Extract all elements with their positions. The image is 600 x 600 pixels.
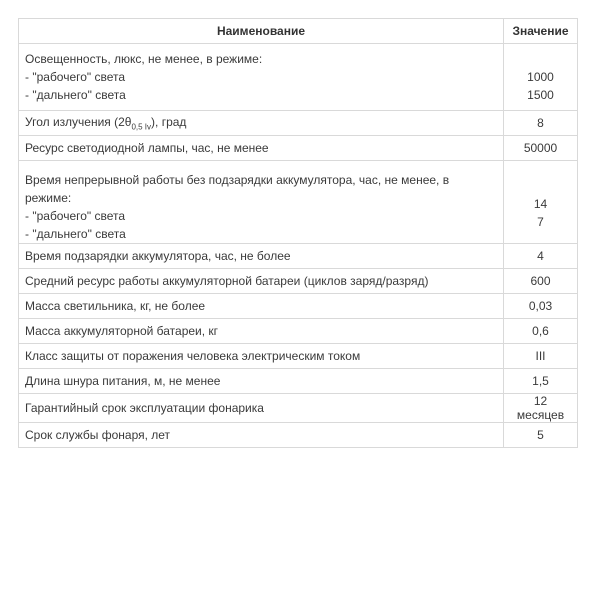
protection-class-name: Класс защиты от поражения человека электрическим током <box>19 344 504 369</box>
table-row <box>19 161 578 244</box>
table-row <box>19 294 578 319</box>
specifications-table <box>18 18 578 448</box>
table-row <box>19 344 578 369</box>
beam-angle-suffix: ), град <box>151 114 187 129</box>
beam-angle-prefix: Угол излучения (2θ <box>25 114 132 129</box>
illuminance-title: Освещенность, люкс, не менее, в режиме: <box>25 52 263 66</box>
runtime-far: - "дальнего" света <box>25 227 126 241</box>
header-value: Значение <box>504 19 578 44</box>
table-row <box>19 269 578 294</box>
table-row <box>19 111 578 136</box>
table-row <box>19 394 578 423</box>
warranty-name: Гарантийный срок эксплуатации фонарика <box>19 394 504 423</box>
cord-length-name: Длина шнура питания, м, не менее <box>19 369 504 394</box>
runtime-working: - "рабочего" света <box>25 209 126 223</box>
battery-cycles-name: Средний ресурс работы аккумуляторной батареи (циклов заряд/разряд) <box>19 269 504 294</box>
illuminance-working-value: 1000 <box>527 70 554 84</box>
spec-table-container <box>18 18 577 448</box>
battery-cycles-value: 600 <box>504 269 578 294</box>
battery-mass-value: 0,6 <box>504 319 578 344</box>
table-row <box>19 244 578 269</box>
cord-length-value: 1,5 <box>504 369 578 394</box>
runtime-working-value: 14 <box>533 197 548 211</box>
charge-time-name: Время подзарядки аккумулятора, час, не более <box>19 244 504 269</box>
charge-time-value: 4 <box>504 244 578 269</box>
table-row <box>19 369 578 394</box>
table-row <box>19 44 578 111</box>
lamp-mass-value: 0,03 <box>504 294 578 319</box>
service-life-value: 5 <box>504 423 578 448</box>
illuminance-far: - "дальнего" света <box>25 88 126 102</box>
lamp-resource-value: 50000 <box>504 136 578 161</box>
lamp-mass-name: Масса светильника, кг, не более <box>19 294 504 319</box>
table-row <box>19 136 578 161</box>
service-life-name: Срок службы фонаря, лет <box>19 423 504 448</box>
beam-angle-sub: 0,5 Iv <box>131 122 152 132</box>
header-name: Наименование <box>19 19 504 44</box>
illuminance-values <box>504 44 578 111</box>
beam-angle-value: 8 <box>504 111 578 136</box>
table-row <box>19 319 578 344</box>
illuminance-working: - "рабочего" света <box>25 70 126 84</box>
illuminance-name <box>19 44 504 111</box>
lamp-resource-name: Ресурс светодиодной лампы, час, не менее <box>19 136 504 161</box>
protection-class-value: III <box>504 344 578 369</box>
runtime-name <box>19 161 504 244</box>
beam-angle-name <box>19 111 504 136</box>
battery-mass-name: Масса аккумуляторной батареи, кг <box>19 319 504 344</box>
table-header-row <box>19 19 578 44</box>
illuminance-far-value: 1500 <box>527 88 554 102</box>
table-row <box>19 423 578 448</box>
runtime-far-value: 7 <box>537 215 544 229</box>
runtime-values <box>504 161 578 244</box>
warranty-value: 12 месяцев <box>504 394 578 423</box>
runtime-title: Время непрерывной работы без подзарядки аккумулятора, час, не менее, в режиме: <box>25 173 450 205</box>
